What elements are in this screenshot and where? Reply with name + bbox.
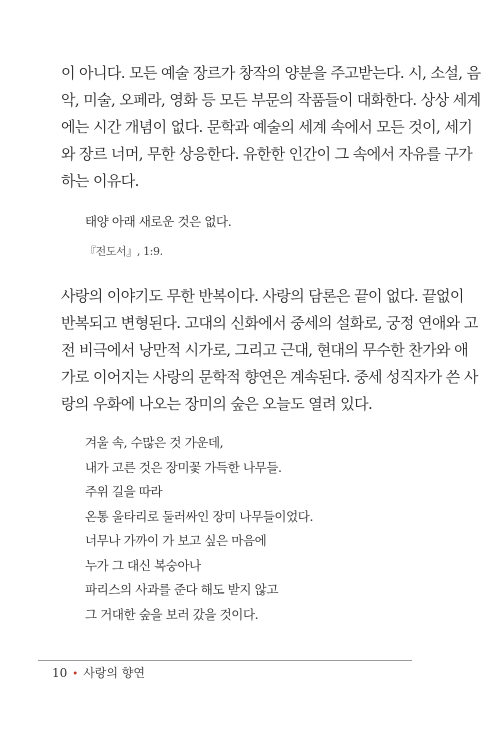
poem-line: 겨울 속, 수많은 것 가운데, <box>85 435 224 450</box>
poem-line: 너무나 가까이 가 보고 싶은 마음에 <box>85 533 267 548</box>
poem-line: 주위 길을 따라 <box>85 484 163 499</box>
text-line: 이 아니다. 모든 예술 장르가 창작의 양분을 주고받는다. 시, 소설, 음 <box>61 64 481 82</box>
text-line: 하는 이유다. <box>61 172 139 190</box>
epigraph-quote: 태양 아래 새로운 것은 없다. <box>85 214 232 229</box>
poem-quotation <box>85 431 313 627</box>
bullet-separator-icon: • <box>72 669 79 680</box>
page-number: 10 <box>52 666 68 680</box>
body-paragraph-1 <box>61 60 481 195</box>
poem-line: 내가 고른 것은 장미꽃 가득한 나무들. <box>85 459 282 475</box>
text-line: 에는 시간 개념이 없다. 문학과 예술의 세계 속에서 모든 것이, 세기 <box>61 118 473 136</box>
poem-line: 누가 그 대신 복숭아나 <box>85 557 201 573</box>
poem-line: 파리스의 사과를 준다 해도 받지 않고 <box>85 582 278 597</box>
body-paragraph-2 <box>61 283 478 418</box>
running-title: 사랑의 향연 <box>83 666 145 680</box>
page-footer <box>52 664 145 684</box>
text-line: 전 비극에서 낭만적 시가로, 그리고 근대, 현대의 무수한 찬가와 애 <box>61 341 468 359</box>
text-line: 사랑의 이야기도 무한 반복이다. 사랑의 담론은 끝이 없다. 끝없이 <box>61 287 464 305</box>
text-line: 반복되고 변형된다. 고대의 신화에서 중세의 설화로, 궁정 연애와 고 <box>61 314 478 332</box>
footer-rule <box>38 660 412 661</box>
poem-line: 그 거대한 숲을 보러 갔을 것이다. <box>85 606 259 622</box>
text-line: 와 장르 너머, 무한 상응한다. 유한한 인간이 그 속에서 자유를 구가 <box>61 145 473 163</box>
epigraph <box>85 212 231 259</box>
epigraph-source: 『전도서』, 1:9. <box>85 245 163 258</box>
poem-line: 온통 울타리로 둘러싸인 장미 나무들이었다. <box>85 508 314 524</box>
text-line: 악, 미술, 오페라, 영화 등 모든 부문의 작품들이 대화한다. 상상 세계 <box>61 91 481 109</box>
text-line: 랑의 우화에 나오는 장미의 숲은 오늘도 열려 있다. <box>61 395 373 413</box>
text-line: 가로 이어지는 사랑의 문학적 향연은 계속된다. 중세 성직자가 쓴 사 <box>61 368 478 386</box>
